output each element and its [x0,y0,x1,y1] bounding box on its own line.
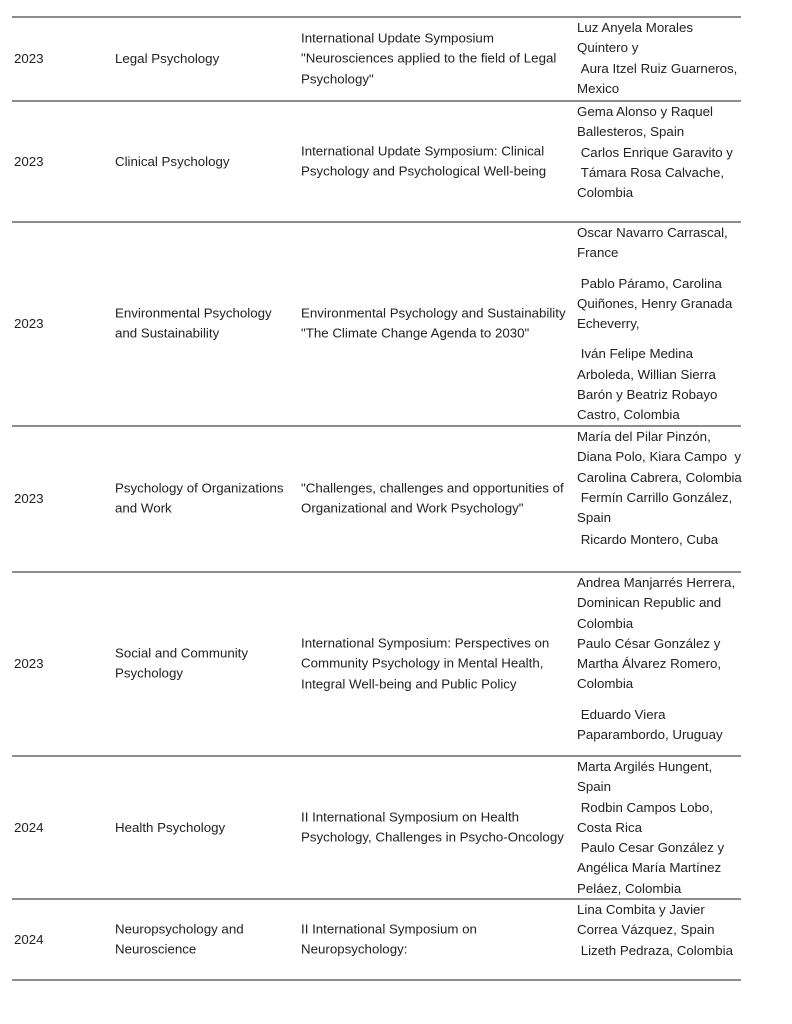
author-entry: Gema Alonso y Raquel Ballesteros, Spain [577,104,717,140]
table-row [12,755,741,898]
author-entry: Rodbin Campos Lobo, Costa Rica [577,799,717,835]
event-cell: II International Symposium on Health Psychology, Challenges in Psycho-Oncology [301,809,564,845]
author-entry: Andrea Manjarrés Herrera, Dominican Republic and Colombia [577,575,739,631]
author-entry: Luz Anyela Morales Quintero y [577,20,697,56]
event-cell: II International Symposium on Neuropsychology: [301,921,477,957]
author-entry: Lina Combita y Javier Correa Vázquez, Spain [577,902,715,938]
table-row [12,571,741,755]
authors-cell [577,900,745,961]
author-entry: Marta Argilés Hungent, Spain [577,759,716,795]
year-cell: 2023 [14,490,44,506]
symposia-table [12,16,745,981]
year-cell: 2024 [14,931,44,947]
author-entry: Carlos Enrique Garavito y [577,144,733,160]
author-entry: Paulo Cesar González y Angélica María Martínez Peláez, Colombia [577,840,728,896]
author-entry: Paulo César González y Martha Álvarez Romero, Colombia [577,635,725,692]
authors-cell [577,223,745,426]
year-cell: 2023 [14,655,44,671]
event-cell: International Update Symposium: Clinical Psychology and Psychological Well-being [301,143,547,179]
author-entry: Fermín Carrillo González, Spain [577,489,736,526]
area-cell: Clinical Psychology [115,153,230,169]
author-entry: Aura Itzel Ruiz Guarneros, Mexico [577,60,742,96]
event-cell: "Challenges, challenges and opportunities of Organizational and Work Psychology" [301,480,564,516]
year-cell: 2024 [14,819,44,835]
authors-cell [577,573,745,745]
area-cell: Neuropsychology and Neuroscience [115,921,244,957]
author-entry: Iván Felipe Medina Arboleda, Willian Sierra Barón y Beatriz Robayo Castro, Colombia [577,346,722,423]
author-entry: Ricardo Montero, Cuba [577,532,719,548]
authors-cell [577,427,745,551]
area-cell: Health Psychology [115,819,226,835]
event-cell: International Symposium: Perspectives on Community Psychology in Mental Health, Integral Well-being and Public Policy [301,635,550,692]
year-cell: 2023 [14,153,44,169]
event-cell: International Update Symposium "Neurosciences applied to the field of Legal Psychology" [301,30,557,87]
author-entry: Oscar Navarro Carrascal, France [577,225,732,261]
area-cell: Environmental Psychology and Sustainability [115,305,272,341]
author-entry: Pablo Páramo, Carolina Quiñones, Henry Granada Echeverry, [577,275,736,332]
author-entry: María del Pilar Pinzón, Diana Polo, Kiara Campo y Carolina Cabrera, Colombia [577,429,745,485]
area-cell: Social and Community Psychology [115,645,249,681]
table-row [12,898,741,981]
area-cell: Psychology of Organizations and Work [115,480,284,516]
author-entry: Támara Rosa Calvache, Colombia [577,164,728,201]
author-entry: Lizeth Pedraza, Colombia [577,942,733,958]
author-entry: Eduardo Viera Paparambordo, Uruguay [577,706,723,743]
table-row [12,16,741,100]
authors-cell [577,757,745,899]
authors-cell [577,18,745,99]
event-cell: Environmental Psychology and Sustainability "The Climate Change Agenda to 2030" [301,305,566,341]
table-row [12,100,741,221]
table-row [12,425,745,571]
table-row [12,221,741,425]
area-cell: Legal Psychology [115,50,220,66]
year-cell: 2023 [14,50,44,66]
authors-cell [577,102,745,203]
year-cell: 2023 [14,315,44,331]
